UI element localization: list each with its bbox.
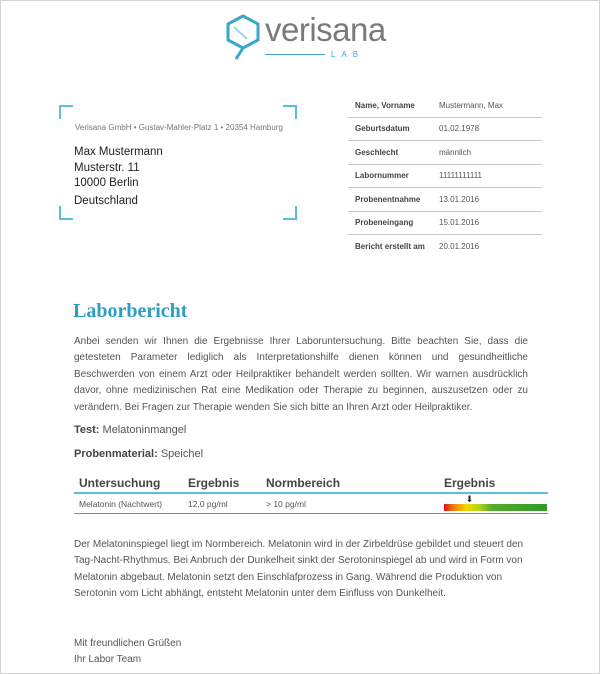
- info-value: 13.01.2016: [439, 194, 480, 204]
- test-field: [74, 424, 186, 436]
- results-table: [74, 473, 548, 514]
- material-value: Speichel: [160, 448, 204, 460]
- recipient-country: Deutschland: [74, 194, 138, 207]
- info-value: 01.02.1978: [439, 124, 480, 134]
- sender-line: Verisana GmbH • Gustav-Mahler-Platz 1 • 20354 Hamburg: [75, 123, 283, 132]
- closing-greeting: Mit freundlichen Grüßen: [74, 638, 182, 649]
- recipient-street: Musterstr. 11: [74, 161, 140, 174]
- corner-mark: [59, 206, 73, 220]
- info-key: Labornummer: [355, 171, 409, 181]
- material-field: [74, 448, 203, 460]
- logo: [223, 13, 393, 63]
- test-label: Test:: [74, 424, 100, 436]
- info-key: Probenentnahme: [355, 194, 421, 204]
- info-row: [348, 118, 542, 142]
- header-untersuchung: Untersuchung: [79, 475, 161, 490]
- table-row: [74, 494, 548, 514]
- recipient-address: [74, 145, 163, 209]
- row-indicator: [444, 493, 548, 511]
- info-value: Mustermann, Max: [439, 100, 504, 110]
- info-row: [348, 188, 542, 212]
- test-value: Melatoninmangel: [102, 424, 187, 436]
- info-row: [348, 94, 542, 118]
- result-scale-bar: [444, 493, 547, 511]
- info-value: männlich: [439, 147, 472, 157]
- result-explanation: Der Melatoninspiegel liegt im Normbereich. Melatonin wird in der Zirbeldrüse gebildet und steuert den Tag-Nacht-Rhythmus. Bei Anbruch der Dunkelheit sinkt der Serotoninspiegel ab und wird in Form von Melatonin abgebaut. Melatonin setzt den Einschlafprozess in Gang. Während die Produktion von Serotonin vom Licht abhängt, entsteht Melatonin unter dem Einfluss von Dunkelheit.: [74, 539, 524, 600]
- info-value: 15.01.2016: [439, 218, 480, 228]
- header-ergebnis: Ergebnis: [188, 475, 240, 490]
- info-key: Probeneingang: [355, 218, 414, 228]
- report-title: Laborbericht: [73, 300, 188, 322]
- header-ergebnis-scale: Ergebnis: [444, 475, 496, 490]
- info-value: 20.01.2016: [439, 241, 480, 251]
- closing-signature: Ihr Labor Team: [74, 654, 142, 666]
- info-value: 11111111111: [439, 171, 483, 181]
- closing: [74, 636, 181, 669]
- recipient-name: Max Mustermann: [74, 146, 163, 158]
- material-label: Probenmaterial:: [74, 448, 158, 460]
- corner-mark: [283, 105, 297, 119]
- row-result: 12,0 pg/ml: [188, 498, 228, 509]
- logo-sub: LAB: [331, 50, 365, 59]
- logo-divider: [265, 54, 325, 55]
- info-key: Geschlecht: [355, 147, 399, 157]
- info-row: [348, 165, 542, 189]
- corner-mark: [59, 105, 73, 119]
- intro-paragraph: Anbei senden wir Ihnen die Ergebnisse Ihrer Laboruntersuchung. Bitte beachten Sie, dass die getesteten Parameter lediglich als Interpretationshilfe dienen können und gesundheitliche Beschwerden von einem Arzt oder Heilpraktiker behandelt werden sollten. Wir warnen ausdrücklich davor, ohne medizinischen Rat eine Medikation oder Therapie zu beginnen, auszusetzen oder zu verändern. Bei Fragen zur Therapie wenden Sie sich bitte an Ihren Arzt oder Heilpraktiker.: [74, 336, 528, 413]
- info-key: Name, Vorname: [355, 100, 415, 110]
- verisana-lab-logo-icon: [223, 13, 263, 61]
- info-key: Geburtsdatum: [355, 124, 410, 134]
- info-row: [348, 141, 542, 165]
- logo-wordmark: verisana: [265, 11, 386, 48]
- row-name: Melatonin (Nachtwert): [79, 498, 163, 509]
- recipient-city: 10000 Berlin: [74, 177, 139, 189]
- info-key: Bericht erstellt am: [355, 241, 425, 251]
- header-normbereich: Normbereich: [266, 475, 341, 490]
- table-header: [74, 473, 548, 494]
- arrow-down-icon: ⬇: [465, 493, 474, 504]
- patient-info-table: [348, 94, 542, 258]
- row-range: > 10 pg/ml: [266, 498, 306, 509]
- corner-mark: [283, 206, 297, 220]
- info-row: [348, 235, 542, 258]
- info-row: [348, 212, 542, 236]
